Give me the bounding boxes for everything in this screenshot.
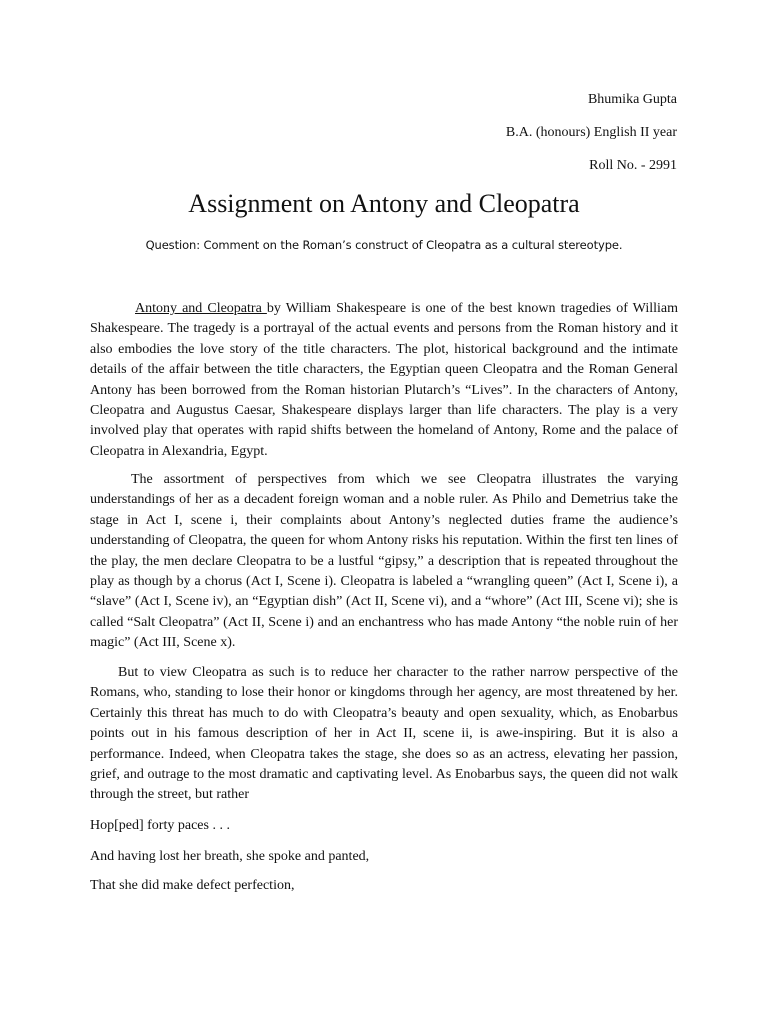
play-title-reference: Antony and Cleopatra	[135, 301, 267, 316]
paragraph-3-text: But to view Cleopatra as such is to reduce her character to the rather narrow perspective of the Romans, who, standing to lose their honor or kingdoms through her agency, are most threatened by her. Certainly this threat has much to do with Cleopatra’s beauty and open sexuality, which, as Enobarbus points out in his famous description of her in Act II, scene ii, is awe-inspiring. But it is also a performance. Indeed, when Cleopatra takes the stage, she does so as an actress, elevating her passion, grief, and outrage to the most dramatic and captivating level. As Enobarbus says, the queen did not walk through the street, but rather	[90, 665, 678, 803]
verse-line-2: And having lost her breath, she spoke and panted,	[90, 849, 370, 864]
roll-number: Roll No. - 2991	[589, 158, 677, 173]
verse-line-3: That she did make defect perfection,	[90, 878, 295, 893]
author-block	[506, 91, 677, 190]
paragraph-1-text: by William Shakespeare is one of the best known tragedies of William Shakespeare. The tragedy is a portrayal of the actual events and persons from the Roman history and it also embodies the love story of the title characters. The plot, historical background and the intimate details of the affair between the title characters, the Egyptian queen Cleopatra and the Roman General Antony has been borrowed from the Roman historian Plutarch’s “Lives”. In the characters of Antony, Cleopatra and Augustus Caesar, Shakespeare displays larger than life characters. The play is a very involved play that operates with rapid shifts between the homeland of Antony, Rome and the palace of Cleopatra in Alexandria, Egypt.	[90, 301, 678, 459]
paragraph-2	[90, 470, 678, 654]
paragraph-3	[90, 663, 678, 806]
paragraph-1	[90, 299, 678, 462]
assignment-question: Question: Comment on the Roman’s construct of Cleopatra as a cultural stereotype.	[145, 238, 623, 252]
author-name: Bhumika Gupta	[587, 92, 677, 107]
course-info: B.A. (honours) English II year	[505, 125, 677, 140]
paragraph-2-text: The assortment of perspectives from which we see Cleopatra illustrates the varying understandings of her as a decadent foreign woman and a noble ruler. As Philo and Demetrius take the stage in Act I, scene i, their complaints about Antony’s neglected duties frame the audience’s understanding of Cleopatra, the queen for whom Antony risks his reputation. Within the first ten lines of the play, the men declare Cleopatra to be a lustful “gipsy,” a description that is repeated throughout the play as though by a chorus (Act I, Scene i). Cleopatra is labeled a “wrangling queen” (Act I, Scene i), a “slave” (Act I, Scene iv), an “Egyptian dish” (Act II, Scene vi), and a “whore” (Act III, Scene vi); she is called “Salt Cleopatra” (Act II, Scene i) and an enchantress who has made Antony “the noble ruin of her magic” (Act III, Scene x).	[90, 472, 678, 651]
verse-line-1: Hop[ped] forty paces . . .	[90, 818, 230, 833]
assignment-title: Assignment on Antony and Cleopatra	[188, 189, 580, 218]
